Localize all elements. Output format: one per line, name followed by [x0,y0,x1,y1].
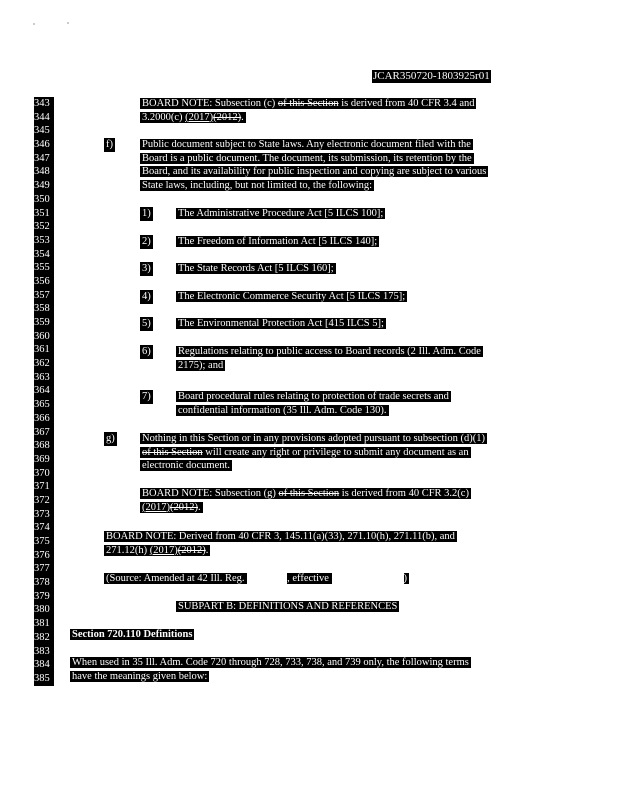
line-number: 381 [34,618,50,630]
item-5-text: The Environmental Protection Act [415 ILCS 5]; [178,318,384,329]
note-c-text-c: 3.2000(c) [142,111,186,123]
board-note-subsection-c [140,97,476,124]
para-g-label: g) [106,433,115,444]
line-number: 360 [34,330,50,342]
note-g-year-new: (2017) [142,501,170,513]
line-number: 363 [34,371,50,383]
line-number: 375 [34,536,50,547]
para-g-strike: of this Section [142,446,203,458]
para-f-label: f) [106,139,113,150]
line-number: 349 [34,180,50,192]
item-7-label: 7) [142,391,151,402]
item-2-label: 2) [142,236,151,247]
line-number: 355 [34,262,50,274]
line-number: 353 [34,234,50,246]
line-number: 384 [34,659,50,671]
blank-register-number [247,573,287,584]
item-5-label: 5) [142,318,151,329]
line-number: 365 [34,399,50,411]
line-number: 351 [34,207,50,219]
line-number: 385 [34,672,50,684]
line-number: 369 [34,453,50,465]
para-g-text: Nothing in this Section or in any provisions adopted pursuant to subsection (d)(1) of this Section will create any right or privilege to submit any document as an electronic document. [142,433,485,472]
note-c-text-b: is derived from 40 CFR 3.4 and [338,98,475,109]
item-3-text: The State Records Act [5 ILCS 160]; [178,263,334,274]
line-number: 345 [34,125,50,137]
note-g-year-old: (2012) [170,501,198,513]
note-c-strike: of this Section [277,98,339,109]
line-number: 348 [34,166,50,178]
item-4-label: 4) [142,291,151,302]
board-note-year-new: (2017) [149,544,178,556]
item-1-text: The Administrative Procedure Act [5 ILCS 100]; [178,208,384,219]
line-number: 344 [34,111,50,123]
subpart-heading: SUBPART B: DEFINITIONS AND REFERENCES [178,601,398,612]
line-number: 377 [34,563,50,575]
note-c-end: . [241,111,244,123]
para-f-text [140,138,488,193]
line-number: 366 [34,412,50,424]
line-number: 359 [34,317,50,328]
para-f-line: State laws, including, but not limited to, the following: [142,180,373,192]
line-number: 361 [34,344,50,356]
line-number: 368 [34,440,50,452]
line-number: 356 [34,275,50,287]
line-number: 374 [34,522,50,534]
board-note-year-old: (2012) [177,544,206,556]
line-number: 357 [34,289,50,301]
item-6-label: 6) [142,346,151,357]
note-g-strike: of this Section [278,488,340,499]
line-number: 371 [34,481,50,493]
scan-artifact [33,22,73,26]
blank-effective-date [332,573,404,584]
note-c-year-old: (2012) [213,111,242,123]
item-4-text: The Electronic Commerce Security Act [5 ILCS 175]; [178,291,406,302]
para-f-line: Board is a public document. The document, its submission, its retention by the [142,152,472,164]
line-number: 372 [34,494,50,506]
line-number: 347 [34,152,50,164]
line-number: 358 [34,303,50,315]
board-note-derived: BOARD NOTE: Derived from 40 CFR 3, 145.11(a)(33), 271.10(h), 271.11(b), and 271.12(h) (2017)(2012). [106,531,455,556]
item-1-label: 1) [142,208,151,219]
line-number: 354 [34,248,50,260]
item-7-text: Board procedural rules relating to protection of trade secrets and confidential information (35 Ill. Adm. Code 130). [178,391,449,416]
line-number: 343 [34,98,50,109]
board-note-subsection-g: BOARD NOTE: Subsection (g) of this Section is derived from 40 CFR 3.2(c) (2017)(2012). [142,488,469,513]
line-number-column [34,97,54,686]
para-f-line: Board, and its availability for public inspection and copying are subject to various [142,166,487,178]
source-note: (Source: Amended at 42 Ill. Reg. , effective ) [106,573,408,584]
line-number: 373 [34,508,50,520]
line-number: 370 [34,467,50,479]
item-2-text: The Freedom of Information Act [5 ILCS 140]; [178,236,378,247]
line-number: 367 [34,426,50,438]
item-6-text: Regulations relating to public access to Board records (2 Ill. Adm. Code 2175); and [178,346,481,371]
line-number: 362 [34,358,50,370]
para-f-line: Public document subject to State laws. Any electronic document filed with the [142,139,471,150]
line-number: 382 [34,631,50,643]
line-number: 378 [34,577,50,589]
line-number: 346 [34,139,50,151]
note-c-text-a: BOARD NOTE: Subsection (c) [142,98,278,109]
note-c-year-new: (2017) [185,111,214,123]
section-heading: Section 720.110 Definitions [72,629,193,640]
line-number: 350 [34,193,50,205]
line-number: 380 [34,604,50,616]
line-number: 352 [34,221,50,233]
definitions-intro: When used in 35 Ill. Adm. Code 720 through 728, 733, 738, and 739 only, the following terms have the meanings given below: [72,657,469,682]
document-id-header: JCAR350720-1803925r01 [373,70,490,82]
line-number: 383 [34,645,50,657]
item-3-label: 3) [142,263,151,274]
line-number: 364 [34,385,50,397]
line-number: 376 [34,549,50,561]
line-number: 379 [34,590,50,602]
